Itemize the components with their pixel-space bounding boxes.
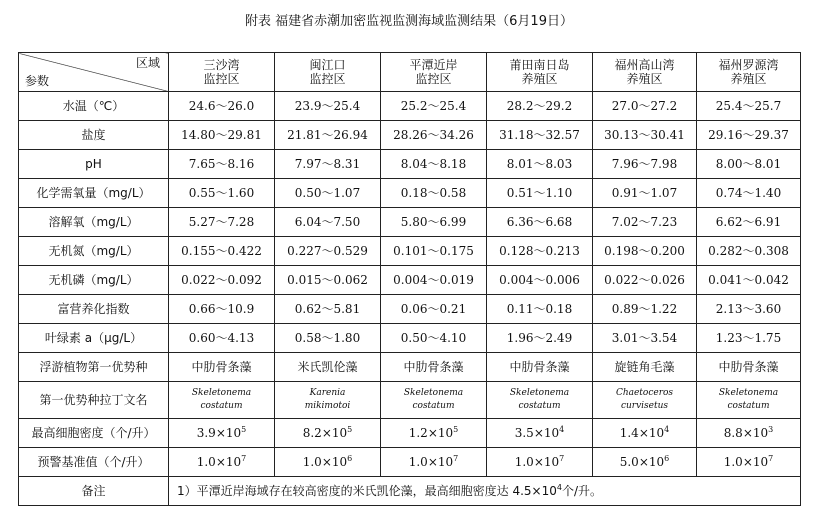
table-cell [697, 382, 801, 419]
row-label [19, 179, 169, 208]
table-cell [593, 324, 697, 353]
row-label [19, 266, 169, 295]
column-header-line2: 养殖区 [626, 72, 663, 86]
value-mantissa: 3.5×10 [514, 426, 560, 440]
column-header-line1: 莆田南日岛 [509, 58, 570, 72]
column-header-line2: 养殖区 [730, 72, 767, 86]
latin-epithet: curvisetus [620, 401, 669, 411]
value-mantissa: 1.0×10 [302, 455, 348, 469]
row-label [19, 353, 169, 382]
table-cell [697, 179, 801, 208]
table-cell [697, 266, 801, 295]
cell-value: 0.101～0.175 [393, 244, 474, 258]
table-cell [381, 266, 487, 295]
value-mantissa: 8.8×10 [723, 426, 769, 440]
column-header [593, 53, 697, 92]
latin-genus: Skeletonema [191, 388, 252, 398]
cell-value: 21.81～26.94 [287, 128, 368, 142]
table-cell [697, 208, 801, 237]
table-cell [169, 208, 275, 237]
row-label-text: 预警基准值（个/升） [37, 455, 150, 469]
table-cell [169, 92, 275, 121]
cell-value: 0.06～0.21 [400, 302, 467, 316]
value-exponent: 4 [664, 425, 670, 434]
cell-value: 6.62～6.91 [715, 215, 782, 229]
cell-value: 0.66～10.9 [188, 302, 255, 316]
value-mantissa: 1.0×10 [408, 455, 454, 469]
cell-value: 7.02～7.23 [611, 215, 678, 229]
value-mantissa: 5.0×10 [619, 455, 665, 469]
table-cell [487, 150, 593, 179]
table-cell [169, 121, 275, 150]
cell-value: 24.6～26.0 [188, 99, 255, 113]
row-label [19, 237, 169, 266]
table-cell [381, 121, 487, 150]
cell-value: 0.128～0.213 [499, 244, 580, 258]
table-cell [275, 179, 381, 208]
table-cell [593, 179, 697, 208]
table-cell [275, 121, 381, 150]
cell-value: 0.155～0.422 [181, 244, 262, 258]
value-mantissa: 3.9×10 [196, 426, 242, 440]
table-cell [487, 179, 593, 208]
cell-value: 0.227～0.529 [287, 244, 368, 258]
table-cell [381, 179, 487, 208]
cell-value: 25.4～25.7 [715, 99, 782, 113]
table-cell [593, 237, 697, 266]
row-label-text: 化学需氧量（mg/L） [36, 186, 151, 200]
latin-genus: Skeletonema [403, 388, 464, 398]
table-cell [275, 353, 381, 382]
cell-value: 31.18～32.57 [499, 128, 580, 142]
cell-value: 0.50～1.07 [294, 186, 361, 200]
table-cell [381, 353, 487, 382]
table-cell [381, 208, 487, 237]
table-row [19, 150, 801, 179]
table-cell [593, 295, 697, 324]
table-cell [381, 92, 487, 121]
species-name: 中肋骨条藻 [403, 360, 464, 374]
table-cell [487, 448, 593, 477]
cell-value: 0.50～4.10 [400, 331, 467, 345]
cell-value: 0.18～0.58 [400, 186, 467, 200]
table-cell [169, 382, 275, 419]
value-exponent: 7 [559, 454, 565, 463]
latin-epithet: costatum [518, 401, 561, 411]
corner-region-label: 区域 [135, 56, 160, 70]
table-cell [275, 266, 381, 295]
table-cell [697, 92, 801, 121]
species-name: 中肋骨条藻 [191, 360, 252, 374]
column-header-line1: 平潭近岸 [409, 58, 458, 72]
value-mantissa: 1.2×10 [408, 426, 454, 440]
cell-value: 0.198～0.200 [604, 244, 685, 258]
cell-value: 0.004～0.019 [393, 273, 474, 287]
table-cell [487, 121, 593, 150]
table-cell [381, 295, 487, 324]
cell-value: 23.9～25.4 [294, 99, 361, 113]
row-label [19, 295, 169, 324]
row-label [19, 208, 169, 237]
cell-value: 0.11～0.18 [506, 302, 573, 316]
table-cell [169, 179, 275, 208]
latin-genus: Chaetoceros [615, 388, 674, 398]
value-exponent: 5 [453, 425, 459, 434]
value-mantissa: 1.0×10 [196, 455, 242, 469]
table-cell [697, 121, 801, 150]
corner-parameter-label: 参数 [25, 74, 50, 88]
column-header-line1: 福州高山湾 [614, 58, 675, 72]
table-cell [487, 92, 593, 121]
cell-value: 28.2～29.2 [506, 99, 573, 113]
cell-value: 0.022～0.026 [604, 273, 685, 287]
latin-genus: Karenia [309, 388, 346, 398]
table-cell [381, 419, 487, 448]
cell-value: 0.015～0.062 [287, 273, 368, 287]
cell-value: 7.65～8.16 [188, 157, 255, 171]
cell-value: 14.80～29.81 [181, 128, 262, 142]
cell-value: 7.96～7.98 [611, 157, 678, 171]
table-cell [697, 353, 801, 382]
cell-value: 0.89～1.22 [611, 302, 678, 316]
table-cell [593, 382, 697, 419]
cell-value: 0.282～0.308 [708, 244, 789, 258]
table-cell [593, 353, 697, 382]
column-header-line2: 监控区 [203, 72, 240, 86]
row-label [19, 382, 169, 419]
table-row [19, 295, 801, 324]
species-name: 中肋骨条藻 [509, 360, 570, 374]
cell-value: 6.04～7.50 [294, 215, 361, 229]
cell-value: 0.51～1.10 [506, 186, 573, 200]
table-cell [275, 382, 381, 419]
cell-value: 0.91～1.07 [611, 186, 678, 200]
value-exponent: 7 [453, 454, 459, 463]
table-row [19, 179, 801, 208]
cell-value: 0.55～1.60 [188, 186, 255, 200]
row-label-text: 水温（℃） [62, 99, 125, 113]
row-label [19, 419, 169, 448]
table-cell [275, 237, 381, 266]
table-cell [593, 208, 697, 237]
row-label [19, 448, 169, 477]
table-cell [697, 324, 801, 353]
table-cell [697, 237, 801, 266]
species-name: 米氏凯伦藻 [297, 360, 358, 374]
row-label-text: pH [85, 157, 102, 171]
column-header [697, 53, 801, 92]
row-label-text: 盐度 [81, 128, 106, 142]
row-label [19, 324, 169, 353]
table-row [19, 266, 801, 295]
cell-value: 8.04～8.18 [400, 157, 467, 171]
remark-text-end: 个/升。 [561, 484, 603, 498]
value-mantissa: 8.2×10 [302, 426, 348, 440]
table-cell [169, 324, 275, 353]
value-exponent: 5 [347, 425, 353, 434]
table-row [19, 324, 801, 353]
table-cell [593, 419, 697, 448]
cell-value: 0.041～0.042 [708, 273, 789, 287]
table-row [19, 92, 801, 121]
cell-value: 25.2～25.4 [400, 99, 467, 113]
monitoring-results-table [18, 52, 801, 506]
cell-value: 27.0～27.2 [611, 99, 678, 113]
table-cell [169, 266, 275, 295]
table-cell [487, 208, 593, 237]
table-cell [697, 295, 801, 324]
row-label-text: 第一优势种拉丁文名 [39, 393, 148, 407]
cell-value: 1.96～2.49 [506, 331, 573, 345]
table-cell [697, 150, 801, 179]
value-exponent: 6 [664, 454, 670, 463]
value-exponent: 3 [768, 425, 774, 434]
header-row [19, 53, 801, 92]
cell-value: 6.36～6.68 [506, 215, 573, 229]
cell-value: 0.022～0.092 [181, 273, 262, 287]
table-cell [381, 382, 487, 419]
table-row [19, 382, 801, 419]
table-row [19, 477, 801, 506]
cell-value: 0.58～1.80 [294, 331, 361, 345]
column-header-line1: 三沙湾 [203, 58, 240, 72]
cell-value: 0.60～4.13 [188, 331, 255, 345]
cell-value: 0.74～1.40 [715, 186, 782, 200]
table-cell [275, 295, 381, 324]
row-label-text: 备注 [81, 484, 106, 498]
table-cell [169, 295, 275, 324]
table-cell [169, 353, 275, 382]
table-cell [487, 324, 593, 353]
table-cell [487, 353, 593, 382]
table-cell [487, 237, 593, 266]
value-exponent: 5 [241, 425, 247, 434]
table-cell [169, 419, 275, 448]
value-exponent: 4 [559, 425, 565, 434]
latin-epithet: costatum [200, 401, 243, 411]
table-row [19, 419, 801, 448]
cell-value: 8.01～8.03 [506, 157, 573, 171]
remark-exponent: 4 [556, 483, 562, 492]
cell-value: 0.004～0.006 [499, 273, 580, 287]
row-label-text: 浮游植物第一优势种 [39, 360, 148, 374]
value-exponent: 7 [768, 454, 774, 463]
column-header [169, 53, 275, 92]
column-header-line2: 监控区 [415, 72, 452, 86]
table-cell [697, 448, 801, 477]
row-label-text: 无机氮（mg/L） [48, 244, 139, 258]
latin-epithet: mikimotoi [304, 401, 351, 411]
table-row [19, 353, 801, 382]
table-cell [169, 237, 275, 266]
column-header-line1: 闽江口 [309, 58, 346, 72]
cell-value: 5.80～6.99 [400, 215, 467, 229]
table-cell [593, 92, 697, 121]
row-label-text: 富营养化指数 [57, 302, 130, 316]
latin-epithet: costatum [727, 401, 770, 411]
row-label [19, 477, 169, 506]
latin-epithet: costatum [412, 401, 455, 411]
row-label [19, 121, 169, 150]
cell-value: 0.62～5.81 [294, 302, 361, 316]
table-cell [381, 150, 487, 179]
remark-cell [169, 477, 801, 506]
table-cell [487, 266, 593, 295]
table-cell [169, 150, 275, 179]
cell-value: 3.01～3.54 [611, 331, 678, 345]
table-row [19, 448, 801, 477]
row-label-text: 溶解氧（mg/L） [48, 215, 139, 229]
value-mantissa: 1.4×10 [619, 426, 665, 440]
table-row [19, 208, 801, 237]
cell-value: 2.13～3.60 [715, 302, 782, 316]
table-cell [275, 419, 381, 448]
value-exponent: 7 [241, 454, 247, 463]
column-header-line2: 监控区 [309, 72, 346, 86]
table-cell [381, 237, 487, 266]
table-cell [275, 324, 381, 353]
cell-value: 1.23～1.75 [715, 331, 782, 345]
table-cell [381, 324, 487, 353]
row-label-text: 无机磷（mg/L） [48, 273, 139, 287]
row-label [19, 150, 169, 179]
table-cell [275, 448, 381, 477]
column-header [381, 53, 487, 92]
table-cell [593, 266, 697, 295]
column-header [487, 53, 593, 92]
table-cell [487, 382, 593, 419]
column-header [275, 53, 381, 92]
cell-value: 7.97～8.31 [294, 157, 361, 171]
cell-value: 29.16～29.37 [708, 128, 789, 142]
table-cell [275, 208, 381, 237]
latin-genus: Skeletonema [509, 388, 570, 398]
table-cell [697, 419, 801, 448]
cell-value: 5.27～7.28 [188, 215, 255, 229]
value-mantissa: 1.0×10 [723, 455, 769, 469]
row-label-text: 叶绿素 a（μg/L） [44, 331, 143, 345]
corner-header-cell [19, 53, 169, 92]
table-cell [487, 419, 593, 448]
table-cell [593, 121, 697, 150]
table-cell [381, 448, 487, 477]
table-cell [275, 150, 381, 179]
document-title: 附表 福建省赤潮加密监视监测海域监测结果（6月19日） [245, 14, 573, 29]
table-cell [275, 92, 381, 121]
table-cell [593, 448, 697, 477]
table-cell [593, 150, 697, 179]
cell-value: 28.26～34.26 [393, 128, 474, 142]
column-header-line2: 养殖区 [521, 72, 558, 86]
column-header-line1: 福州罗源湾 [718, 58, 779, 72]
value-exponent: 6 [347, 454, 353, 463]
row-label [19, 92, 169, 121]
latin-genus: Skeletonema [718, 388, 779, 398]
species-name: 中肋骨条藻 [718, 360, 779, 374]
remark-text: 1）平潭近岸海域存在较高密度的米氏凯伦藻，最高细胞密度达 4.5×10 [177, 484, 557, 498]
row-label-text: 最高细胞密度（个/升） [31, 426, 156, 440]
table-cell [169, 448, 275, 477]
cell-value: 30.13～30.41 [604, 128, 685, 142]
table-row [19, 237, 801, 266]
cell-value: 8.00～8.01 [715, 157, 782, 171]
species-name: 旋链角毛藻 [614, 360, 675, 374]
value-mantissa: 1.0×10 [514, 455, 560, 469]
table-cell [487, 295, 593, 324]
table-row [19, 121, 801, 150]
